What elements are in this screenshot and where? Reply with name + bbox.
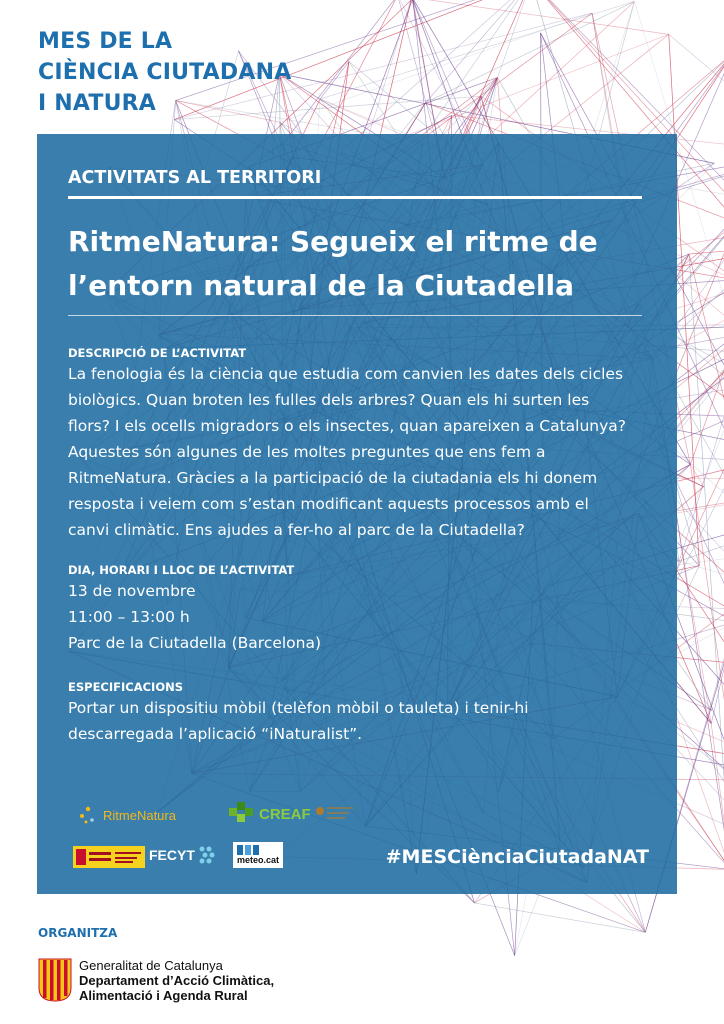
divider — [68, 315, 642, 316]
senyera-shield-icon — [38, 958, 72, 1002]
institute-emblem-icon — [315, 803, 355, 825]
fecyt-dots-icon — [197, 844, 217, 866]
network-line — [689, 254, 724, 869]
meteocat-wordmark: meteo.cat — [237, 855, 280, 865]
title-line: CIÈNCIA CIUTADANA — [38, 60, 292, 85]
creaf-logo — [227, 800, 355, 828]
creaf-wordmark: CREAF — [259, 805, 311, 823]
activity-panel — [37, 134, 677, 894]
fecyt-logo — [149, 844, 217, 866]
section-heading: ACTIVITATS AL TERRITORI — [68, 168, 322, 188]
network-line — [320, 1, 634, 99]
description-line: Aquestes són algunes de les moltes preguntes que ens fem a — [68, 443, 546, 461]
activity-headline — [68, 220, 628, 308]
ritmenatura-wordmark: RitmeNatura — [103, 807, 176, 823]
fecyt-wordmark: FECYT — [149, 847, 195, 863]
event-time: 11:00 – 13:00 h — [68, 608, 190, 626]
event-hashtag: #MESCiènciaCiutadaNAT — [385, 846, 649, 868]
ritmenatura-logo — [77, 804, 176, 826]
description-text — [68, 361, 648, 543]
spanish-government-logo — [73, 846, 145, 868]
description-line: canvi climàtic. Ens ajudes a fer-ho al parc de la Ciutadella? — [68, 521, 525, 539]
generalitat-logo — [38, 958, 274, 1003]
description-line: resposta i veiem com s’estan modificant aquests processos amb el — [68, 495, 589, 513]
specs-line: Portar un dispositiu mòbil (telèfon mòbil o tauleta) i tenir-hi — [68, 699, 529, 717]
specs-line: descarregada l’aplicació “iNaturalist”. — [68, 725, 363, 743]
generalitat-name: Generalitat de Catalunya — [79, 958, 223, 973]
description-line: RitmeNatura. Gràcies a la participació de la ciutadania els hi donem — [68, 469, 598, 487]
generalitat-text — [79, 958, 274, 1003]
description-label: DESCRIPCIÓ DE L’ACTIVITAT — [68, 346, 247, 360]
event-place: Parc de la Ciutadella (Barcelona) — [68, 634, 322, 652]
network-line — [474, 903, 645, 932]
meteocat-logo — [233, 842, 283, 868]
network-line — [711, 622, 724, 724]
divider — [68, 196, 642, 199]
creaf-icon — [227, 800, 257, 828]
specs-text — [68, 695, 648, 747]
event-series-title — [38, 26, 291, 119]
schedule-label: DIA, HORARI I LLOC DE L’ACTIVITAT — [68, 563, 295, 577]
title-line: I NATURA — [38, 91, 157, 116]
network-line — [679, 479, 724, 561]
ritmenatura-icon — [77, 804, 99, 826]
specs-label: ESPECIFICACIONS — [68, 680, 184, 694]
headline-line: l’entorn natural de la Ciutadella — [68, 269, 574, 302]
description-line: La fenologia és la ciència que estudia com canvien les dates dels cicles — [68, 365, 624, 383]
headline-line: RitmeNatura: Segueix el ritme de — [68, 225, 598, 258]
event-date: 13 de novembre — [68, 582, 196, 600]
department-name-line: Alimentació i Agenda Rural — [79, 988, 248, 1003]
meteocat-icon — [237, 845, 275, 855]
description-line: biològics. Quan broten les fulles dels arbres? Quan els hi surten les — [68, 391, 590, 409]
network-line — [690, 464, 724, 778]
description-line: flors? I els ocells migradors o els insectes, quan apareixen a Catalunya? — [68, 417, 626, 435]
organizer-label: ORGANITZA — [38, 926, 118, 940]
schedule-text — [68, 578, 648, 656]
department-name-line: Departament d’Acció Climàtica, — [79, 973, 275, 988]
government-crest-icon — [73, 846, 145, 868]
title-line: MES DE LA — [38, 29, 173, 54]
